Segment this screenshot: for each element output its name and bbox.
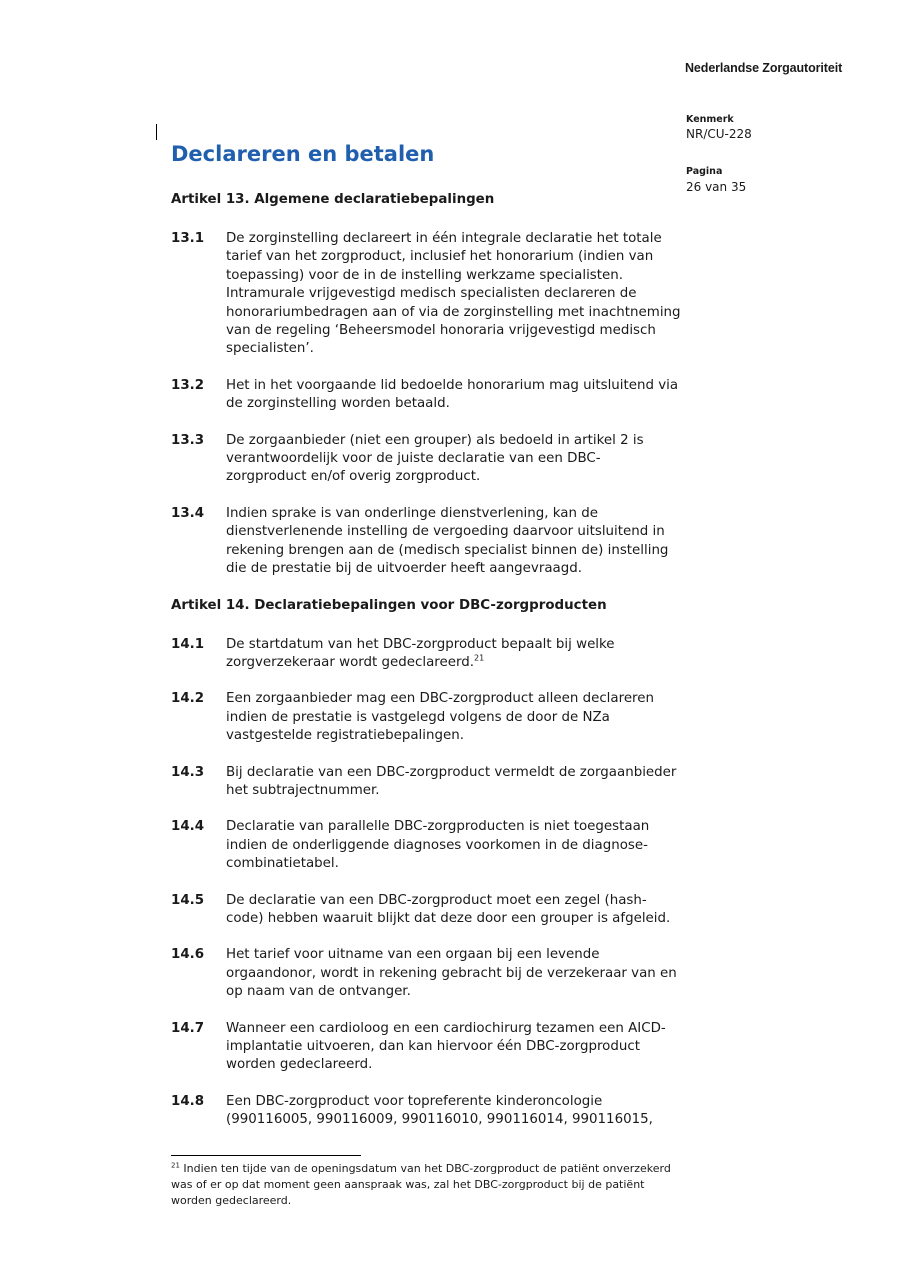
clause-14-2 xyxy=(171,690,681,745)
footnote-text: Indien ten tijde van de openingsdatum van het DBC-zorgproduct de patiënt onverzekerd was of er op dat moment geen aanspraak was, zal het DBC-zorgproduct bij de patiënt worden gedeclareerd. xyxy=(171,1162,671,1207)
clause-text: De zorgaanbieder (niet een grouper) als bedoeld in artikel 2 is verantwoordelijk voor de juiste declaratie van een DBC-zorgproduct en/of overig zorgproduct. xyxy=(226,432,644,485)
footnote-reference[interactable]: 21 xyxy=(474,653,485,663)
clause-text: Declaratie van parallelle DBC-zorgproducten is niet toegestaan indien de onderliggende diagnoses voorkomen in de diagnose-combinatietabel. xyxy=(226,819,650,872)
article-13-heading: Artikel 13. Algemene declaratiebepalingen xyxy=(171,192,495,207)
clause-text: Een DBC-zorgproduct voor topreferente kinderoncologie (990116005, 990116009, 990116010, 990116014, 990116015, xyxy=(226,1093,653,1128)
revision-mark xyxy=(156,124,157,140)
clause-14-4 xyxy=(171,818,681,873)
clause-text: Het in het voorgaande lid bedoelde honorarium mag uitsluitend via de zorginstelling worden betaald. xyxy=(226,377,679,412)
article-14-heading: Artikel 14. Declaratiebepalingen voor DBC-zorgproducten xyxy=(171,597,607,613)
clause-13-3 xyxy=(171,432,681,487)
clause-14-8 xyxy=(171,1093,681,1130)
clause-13-1 xyxy=(171,230,681,359)
clause-13-2 xyxy=(171,377,681,414)
clause-text: Een zorgaanbieder mag een DBC-zorgproduct alleen declareren indien de prestatie is vastgelegd volgens de door de NZa vastgestelde registratiebepalingen. xyxy=(226,691,654,744)
clause-text: Indien sprake is van onderlinge dienstverlening, kan de dienstverlenende instelling de vergoeding daarvoor uitsluitend in rekening brengen aan de (medisch specialist binnen de) instelling die de prestatie bij de uitvoerder heeft aangevraagd. xyxy=(226,505,669,577)
clause-14-1 xyxy=(171,636,681,673)
clause-number: 13.4 xyxy=(171,505,205,521)
pagina-value: 26 van 35 xyxy=(686,180,747,194)
clause-number: 14.4 xyxy=(171,819,205,835)
clause-number: 14.7 xyxy=(171,1020,205,1036)
clause-text xyxy=(226,636,681,673)
kenmerk-label: Kenmerk xyxy=(686,114,734,125)
clause-number: 14.1 xyxy=(171,636,205,652)
clause-number: 13.1 xyxy=(171,231,205,246)
clause-text: De zorginstelling declareert in één integrale declaratie het totale tarief van het zorgproduct, inclusief het honorarium (indien van toepassing) voor de in de instelling werkzame specialisten. Intramurale vrijgevestigd medisch specialisten declareren de honorariumbedragen aan of via de zorginstelling met inachtneming van de regeling ‘Beheersmodel honoraria vrijgevestigd medisch specialisten’. xyxy=(226,231,681,357)
clause-14-5 xyxy=(171,892,681,929)
clause-text-body: De startdatum van het DBC-zorgproduct bepaalt bij welke zorgverzekeraar wordt gedeclareerd. xyxy=(226,636,615,670)
clause-text: De declaratie van een DBC-zorgproduct moet een zegel (hash-code) hebben waaruit blijkt dat deze door een grouper is afgeleid. xyxy=(226,892,671,926)
section-title: Declareren en betalen xyxy=(171,142,435,166)
clause-14-6 xyxy=(171,946,681,1001)
clause-text: Het tarief voor uitname van een orgaan bij een levende orgaandonor, wordt in rekening gebracht bij de verzekeraar van en op naam van de ontvanger. xyxy=(226,947,677,1000)
clause-14-7 xyxy=(171,1020,681,1075)
document-body xyxy=(171,191,681,1148)
footnote xyxy=(171,1161,681,1209)
footnote-number: 21 xyxy=(171,1161,180,1170)
clause-text: Bij declaratie van een DBC-zorgproduct vermeldt de zorgaanbieder het subtrajectnummer. xyxy=(226,764,677,798)
pagina-label: Pagina xyxy=(686,166,723,177)
footnote-divider xyxy=(171,1155,361,1156)
clause-number: 14.2 xyxy=(171,691,205,707)
clause-number: 14.5 xyxy=(171,892,205,908)
clause-14-3 xyxy=(171,764,681,801)
clause-number: 13.3 xyxy=(171,432,205,448)
clause-number: 14.8 xyxy=(171,1093,205,1109)
clause-13-4 xyxy=(171,505,681,579)
clause-number: 14.3 xyxy=(171,764,205,780)
kenmerk-value: NR/CU-228 xyxy=(686,127,752,141)
clause-number: 13.2 xyxy=(171,377,205,393)
clause-number: 14.6 xyxy=(171,947,205,963)
clause-text: Wanneer een cardioloog en een cardiochirurg tezamen een AICD-implantatie uitvoeren, dan kan hiervoor één DBC-zorgproduct worden gedeclareerd. xyxy=(226,1020,666,1073)
organization-name: Nederlandse Zorgautoriteit xyxy=(685,61,843,75)
